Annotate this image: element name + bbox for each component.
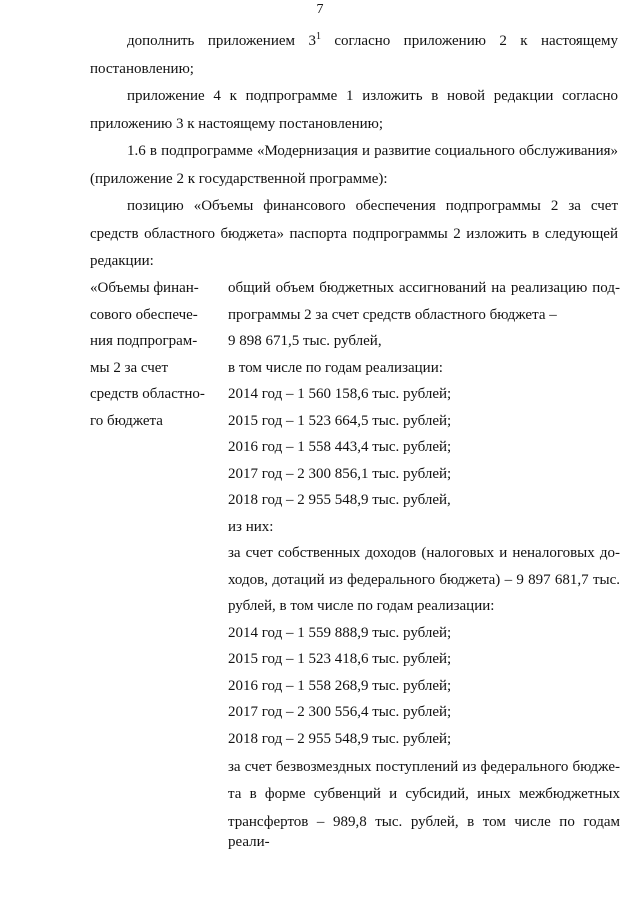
position-label-line: «Объемы финан- bbox=[90, 280, 199, 296]
body-text bbox=[90, 28, 618, 276]
position-label-line: ния подпрограм- bbox=[90, 333, 198, 349]
position-label-line: мы 2 за счет bbox=[90, 360, 169, 376]
year-amount-line: 2015 год – 1 523 664,5 тыс. рублей; bbox=[228, 413, 452, 429]
position-label-line: средств областно- bbox=[90, 386, 205, 402]
paragraph-subprogram-1-6: 1.6 в подпрограмме «Модернизация и развитие социального обслуживания» (приложение 2 к государственной программе): bbox=[90, 143, 618, 187]
year-amount-line: 2016 год – 1 558 443,4 тыс. рублей; bbox=[228, 439, 452, 455]
financing-line: в том числе по годам реализации: bbox=[228, 360, 443, 376]
year-amount-line: 2018 год – 2 955 548,9 тыс. рублей; bbox=[228, 731, 452, 747]
page-number: 7 bbox=[316, 2, 324, 17]
year-amount-line: 2015 год – 1 523 418,6 тыс. рублей; bbox=[228, 651, 452, 667]
financing-line: программы 2 за счет средств областного бюджета – bbox=[228, 307, 557, 323]
financing-line: общий объем бюджетных ассигнований на реализацию под- bbox=[228, 280, 620, 296]
paragraph-appendix-4: приложение 4 к подпрограмме 1 изложить в новой редакции согласно приложению 3 к настоящему постановлению; bbox=[90, 88, 618, 132]
financing-line: рублей, в том числе по годам реализации: bbox=[228, 598, 495, 614]
position-label-line: сового обеспече- bbox=[90, 307, 198, 323]
paragraph-appendix-3-1: дополнить приложением $3^1$ согласно приложению 2 к настоящему постановлению; bbox=[90, 31, 619, 77]
year-amount-line: 2014 год – 1 560 158,6 тыс. рублей; bbox=[228, 386, 452, 402]
year-amount-line: 2017 год – 2 300 556,4 тыс. рублей; bbox=[228, 704, 452, 720]
financing-line: за счет собственных доходов (налоговых и неналоговых до- bbox=[228, 545, 620, 561]
position-label-line: го бюджета bbox=[90, 413, 163, 429]
financing-line: трансфертов – 989,8 тыс. рублей, в том числе по годам реали- bbox=[228, 814, 620, 850]
financing-line: из них: bbox=[228, 519, 274, 535]
financing-line: ходов, дотаций из федерального бюджета) – 9 897 681,7 тыс. bbox=[228, 572, 620, 588]
financing-line: та в форме субвенций и субсидий, иных межбюджетных bbox=[228, 786, 620, 802]
paragraph-position-financing: позицию «Объемы финансового обеспечения подпрограммы 2 за счет средств областного бюджета» паспорта подпрограммы 2 изложить в следующей редакции: bbox=[90, 198, 618, 269]
year-amount-line: 2016 год – 1 558 268,9 тыс. рублей; bbox=[228, 678, 452, 694]
financing-total: 9 898 671,5 тыс. рублей, bbox=[228, 333, 382, 349]
year-amount-line: 2017 год – 2 300 856,1 тыс. рублей; bbox=[228, 466, 452, 482]
year-amount-line: 2014 год – 1 559 888,9 тыс. рублей; bbox=[228, 625, 452, 641]
financing-line: за счет безвозмездных поступлений из федерального бюдже- bbox=[228, 759, 620, 775]
year-amount-line: 2018 год – 2 955 548,9 тыс. рублей, bbox=[228, 492, 451, 508]
